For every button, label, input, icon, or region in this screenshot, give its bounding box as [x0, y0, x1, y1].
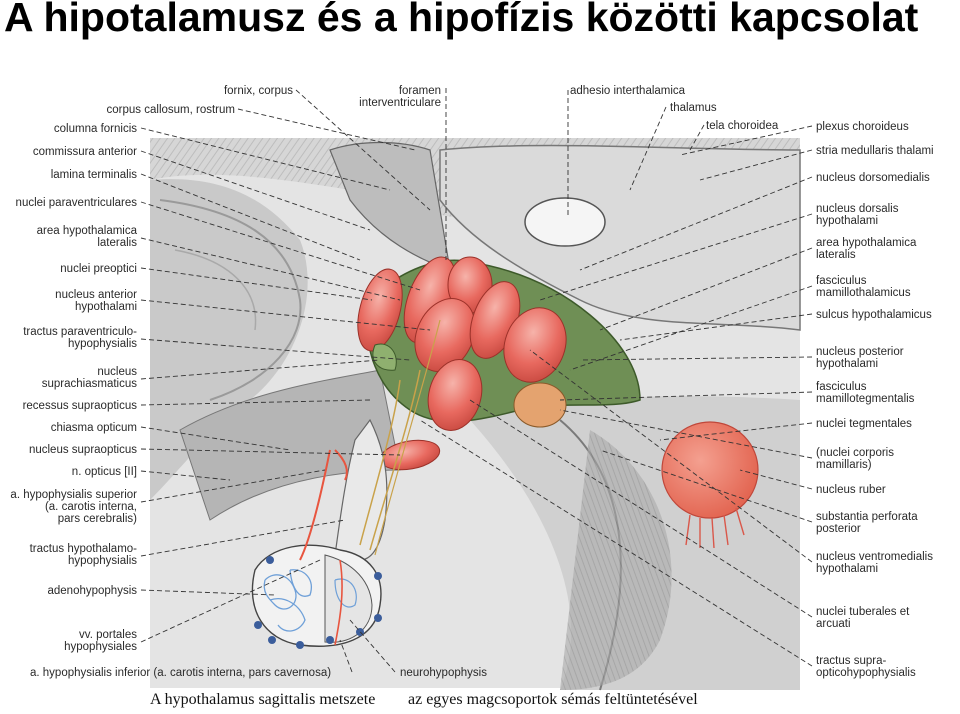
- label-nuclei-preoptici: nuclei preoptici: [60, 263, 137, 275]
- label-area-hypothalamica-lat-r-2: lateralis: [816, 249, 856, 261]
- label-nuclei-corporis-2: mamillaris): [816, 459, 872, 471]
- label-substantia-perforata-2: posterior: [816, 523, 861, 535]
- label-tela-choroidea: tela choroidea: [706, 120, 779, 132]
- slide-title: A hipotalamusz és a hipofízis közötti kapcsolat: [4, 0, 919, 40]
- label-nuclei-tuberales-2: arcuati: [816, 618, 851, 630]
- label-nucleus-suprachiasmaticus-1: nucleus: [97, 366, 137, 378]
- label-foramen: foramen: [398, 85, 441, 97]
- caption-part1: A hypothalamus sagittalis metszete: [150, 691, 376, 708]
- top-labels: [107, 85, 779, 132]
- label-plexus-choroideus: plexus choroideus: [816, 121, 909, 133]
- label-nuclei-corporis-1: (nuclei corporis: [816, 447, 894, 459]
- label-columna-fornicis: columna fornicis: [53, 123, 137, 135]
- caption: [150, 691, 698, 708]
- label-interventriculare: interventriculare: [359, 97, 441, 109]
- label-tractus-supraoptico-1: tractus supra-: [816, 655, 887, 667]
- label-a-hypophysialis-sup-2: (a. carotis interna,: [44, 501, 137, 513]
- label-n-opticus: n. opticus [II]: [71, 466, 137, 478]
- label-nuclei-tuberales-1: nuclei tuberales et: [816, 606, 910, 618]
- label-tractus-hypothalamo-2: hypophysialis: [67, 555, 137, 567]
- label-sulcus-hypothalamicus: sulcus hypothalamicus: [816, 309, 932, 321]
- label-a-hypophysialis-sup-3: pars cerebralis): [57, 513, 137, 525]
- label-nucleus-ventromedialis-2: hypothalami: [816, 563, 879, 575]
- label-stria-medullaris: stria medullaris thalami: [816, 145, 934, 157]
- label-recessus-supraopticus: recessus supraopticus: [22, 400, 137, 412]
- label-area-hypothalamica-lat-2: lateralis: [97, 237, 137, 249]
- label-nucleus-dorsalis-2: hypothalami: [816, 215, 879, 227]
- label-nucleus-supraopticus: nucleus supraopticus: [28, 444, 137, 456]
- label-substantia-perforata-1: substantia perforata: [816, 511, 918, 523]
- nucleus-ruber-circle: [662, 422, 758, 518]
- label-neurohypophysis: neurohypophysis: [400, 667, 487, 679]
- label-nucleus-posterior-2: hypothalami: [816, 358, 879, 370]
- right-labels: [816, 121, 934, 679]
- label-adhesio-interthalamica: adhesio interthalamica: [570, 85, 686, 97]
- label-nucleus-ventromedialis-1: nucleus ventromedialis: [816, 551, 933, 563]
- label-vv-portales-1: vv. portales: [79, 629, 137, 641]
- label-nucleus-anterior-2: hypothalami: [74, 301, 137, 313]
- label-tractus-hypothalamo-1: tractus hypothalamo-: [29, 543, 137, 555]
- label-nucleus-ruber: nucleus ruber: [816, 484, 886, 496]
- label-adenohypophysis: adenohypophysis: [47, 585, 137, 597]
- label-area-hypothalamica-lat-1: area hypothalamica: [36, 225, 137, 237]
- label-fasciculus-mamillothal-1: fasciculus: [816, 275, 867, 287]
- label-nucleus-suprachiasmaticus-2: suprachiasmaticus: [41, 378, 137, 390]
- label-fasciculus-mamillotegm-2: mamillotegmentalis: [816, 393, 915, 405]
- label-commissura-anterior: commissura anterior: [32, 146, 137, 158]
- label-corpus-callosum-rostrum: corpus callosum, rostrum: [106, 104, 235, 116]
- label-nuclei-paraventriculares: nuclei paraventriculares: [15, 197, 137, 209]
- label-nuclei-tegmentales: nuclei tegmentales: [816, 418, 912, 430]
- label-a-hypophysialis-sup-1: a. hypophysialis superior: [10, 489, 137, 501]
- label-lamina-terminalis: lamina terminalis: [50, 169, 137, 181]
- label-vv-portales-2: hypophysiales: [64, 641, 137, 653]
- label-fornix-corpus: fornix, corpus: [223, 85, 293, 97]
- label-a-hypophysialis-inferior: a. hypophysialis inferior (a. carotis interna, pars cavernosa): [30, 667, 332, 679]
- label-nucleus-dorsomedialis: nucleus dorsomedialis: [816, 172, 930, 184]
- label-chiasma-opticum: chiasma opticum: [50, 422, 137, 434]
- label-tractus-paraventriculo-1: tractus paraventriculo-: [23, 326, 137, 338]
- label-tractus-paraventriculo-2: hypophysialis: [67, 338, 137, 350]
- label-nucleus-anterior-1: nucleus anterior: [55, 289, 137, 301]
- label-area-hypothalamica-lat-r-1: area hypothalamica: [816, 237, 917, 249]
- label-fasciculus-mamillotegm-1: fasciculus: [816, 381, 867, 393]
- label-nucleus-posterior-1: nucleus posterior: [816, 346, 904, 358]
- caption-part2: az egyes magcsoportok sémás feltüntetésével: [408, 691, 698, 708]
- label-fasciculus-mamillothal-2: mamillothalamicus: [816, 287, 911, 299]
- label-thalamus: thalamus: [670, 102, 717, 114]
- label-nucleus-dorsalis-1: nucleus dorsalis: [816, 203, 899, 215]
- label-tractus-supraoptico-2: opticohypophysialis: [816, 667, 916, 679]
